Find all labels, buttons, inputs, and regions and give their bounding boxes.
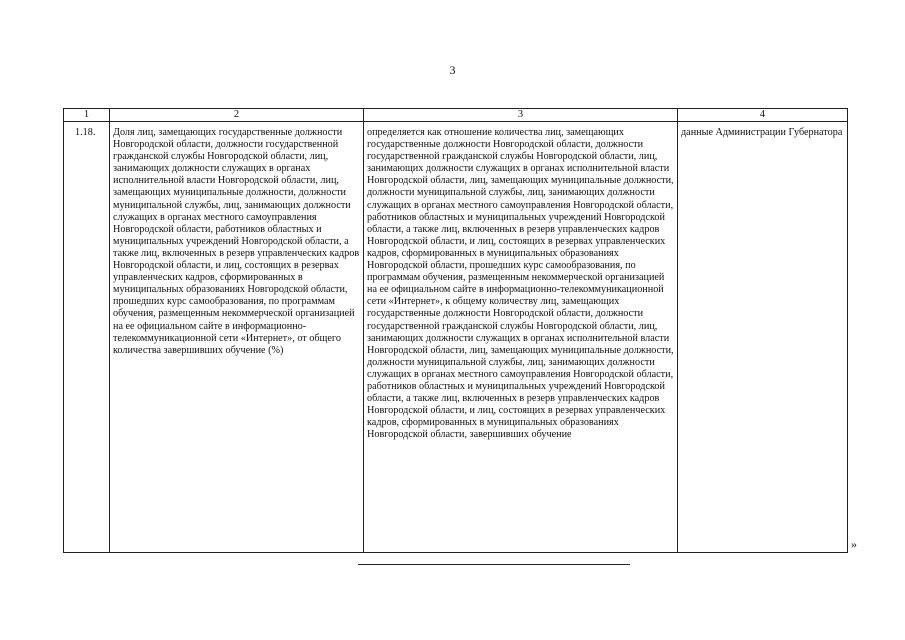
indicator-name-cell: Доля лиц, замещающих государственные должности Новгородской области, должности государственной гражданской службы Новгородской области, лиц, занимающих должности служащих в органах исполнительной власти Новгородской области, лиц, замещающих муниципальные должности, должности муниципальной службы, лиц, занимающих должности служащих в органах местного самоуправления Новгородской области, работников областных и муниципальных учреждений Новгородской области, а также лиц, включенных в резерв управленческих кадров Новгородской области, и лиц, состоящих в резервах управленческих кадров, сформированных в муниципальных образованиях Новгородской области, прошедших курс самообразования, по программам обучения, размещенным некоммерческой организацией на ее официальном сайте в информационно-телекоммуникационной сети «Интернет», от общего количества завершивших обучение (%) <box>110 122 364 553</box>
column-header-1: 1 <box>64 109 110 122</box>
row-number-cell: 1.18. <box>64 122 110 553</box>
column-header-2: 2 <box>110 109 364 122</box>
table-row <box>64 122 848 553</box>
table-header-row <box>64 109 848 122</box>
column-header-3: 3 <box>364 109 678 122</box>
footer-rule <box>358 564 630 565</box>
column-header-4: 4 <box>678 109 848 122</box>
data-source-cell: данные Администрации Губернатора <box>678 122 848 553</box>
indicator-table <box>63 108 848 553</box>
closing-quote: » <box>851 537 857 551</box>
calculation-method-cell: определяется как отношение количества лиц, замещающих государственные должности Новгородской области, должности государственной гражданской службы Новгородской области, лиц, занимающих должности служащих в органах исполнительной власти Новгородской области, лиц, замещающих муниципальные должности, должности муниципальной службы, лиц, занимающих должности служащих в органах местного самоуправления Новгородской области, работников областных и муниципальных учреждений Новгородской области, а также лиц, включенных в резерв управленческих кадров Новгородской области, и лиц, состоящих в резервах управленческих кадров, сформированных в муниципальных образованиях Новгородской области, прошедших курс самообразования, по программам обучения, размещенным некоммерческой организацией на ее официальном сайте в информационно-телекоммуникационной сети «Интернет», к общему количеству лиц, замещающих государственные должности Новгородской области, должности государственной гражданской службы Новгородской области, лиц, занимающих должности служащих в органах исполнительной власти Новгородской области, лиц, замещающих муниципальные должности, должности муниципальной службы, лиц, занимающих должности служащих в органах местного самоуправления Новгородской области, работников областных и муниципальных учреждений Новгородской области, а также лиц, включенных в резерв управленческих кадров Новгородской области, и лиц, состоящих в резервах управленческих кадров, сформированных в муниципальных образованиях Новгородской области, завершивших обучение <box>364 122 678 553</box>
page-number: 3 <box>449 63 456 77</box>
